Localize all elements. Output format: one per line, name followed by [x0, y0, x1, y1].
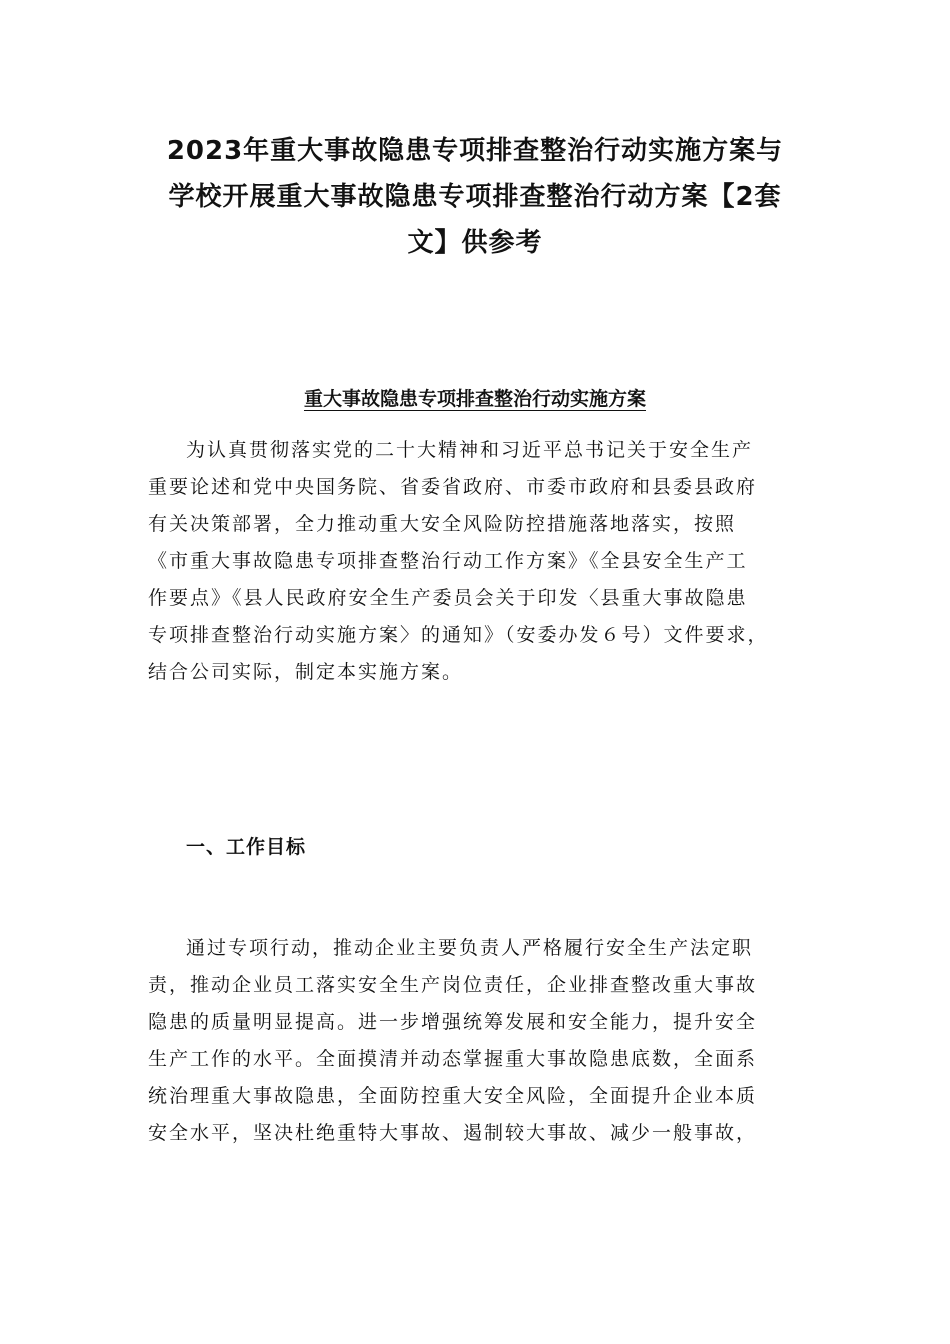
intro-line: 作要点》《县人民政府安全生产委员会关于印发〈县重大事故隐患	[148, 587, 748, 609]
intro-line: 重要论述和党中央国务院、省委省政府、市委市政府和县委县政府	[148, 476, 758, 498]
intro-line: 为认真贯彻落实党的二十大精神和习近平总书记关于安全生产	[186, 439, 754, 461]
intro-line: 专项排查整治行动实施方案〉的通知》（安委办发６号）文件要求，	[148, 624, 769, 646]
title-line-1: 2023年重大事故隐患专项排查整治行动实施方案与	[166, 136, 784, 166]
goal-line: 生产工作的水平。全面摸清并动态掌握重大事故隐患底数，全面系	[148, 1048, 758, 1070]
document-title	[130, 128, 820, 266]
section-title-text: 重大事故隐患专项排查整治行动实施方案	[303, 388, 646, 410]
goal-line: 统治理重大事故隐患，全面防控重大安全风险，全面提升企业本质	[148, 1085, 758, 1107]
goals-paragraph	[148, 930, 828, 1152]
intro-line: 《市重大事故隐患专项排查整治行动工作方案》《全县安全生产工	[148, 550, 748, 572]
intro-line: 结合公司实际，制定本实施方案。	[148, 661, 464, 683]
intro-line: 有关决策部署，全力推动重大安全风险防控措施落地落实，按照	[148, 513, 737, 535]
goal-line: 安全水平，坚决杜绝重特大事故、遏制较大事故、减少一般事故，	[148, 1122, 758, 1144]
goal-line: 责，推动企业员工落实安全生产岗位责任，企业排查整改重大事故	[148, 974, 758, 996]
goal-line: 通过专项行动，推动企业主要负责人严格履行安全生产法定职	[186, 937, 754, 959]
intro-paragraph	[148, 432, 828, 691]
heading-work-goals: 一、工作目标	[186, 836, 307, 858]
section-title	[0, 384, 950, 414]
title-line-2: 学校开展重大事故隐患专项排查整治行动方案【2套	[168, 182, 782, 212]
goal-line: 隐患的质量明显提高。进一步增强统筹发展和安全能力，提升安全	[148, 1011, 758, 1033]
title-line-3: 文】供参考	[407, 228, 543, 258]
